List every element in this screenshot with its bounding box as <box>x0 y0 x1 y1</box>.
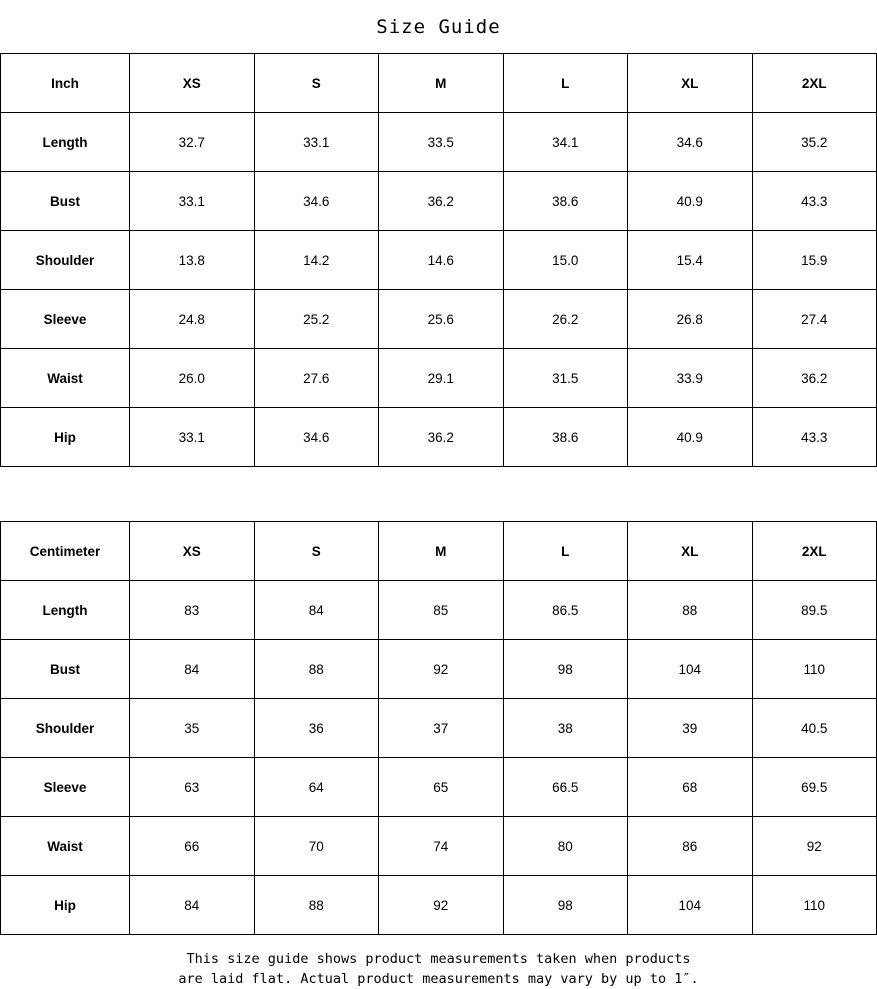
column-header-2xl: 2XL <box>752 54 877 113</box>
column-header-s: S <box>254 522 379 581</box>
column-header-l: L <box>503 54 628 113</box>
cell-value: 35.2 <box>752 113 877 172</box>
table-row <box>1 349 877 408</box>
cell-value: 26.8 <box>628 290 753 349</box>
cell-value: 98 <box>503 640 628 699</box>
cell-value: 33.1 <box>130 172 255 231</box>
cell-value: 86 <box>628 817 753 876</box>
cell-value: 29.1 <box>379 349 504 408</box>
cell-value: 74 <box>379 817 504 876</box>
cell-value: 38.6 <box>503 408 628 467</box>
footnote-line-1: This size guide shows product measurements taken when products <box>186 951 691 967</box>
cell-value: 69.5 <box>752 758 877 817</box>
cell-value: 33.9 <box>628 349 753 408</box>
cell-value: 80 <box>503 817 628 876</box>
column-header-xl: XL <box>628 54 753 113</box>
table-row <box>1 231 877 290</box>
cell-value: 25.6 <box>379 290 504 349</box>
row-label: Shoulder <box>1 699 130 758</box>
cell-value: 92 <box>379 640 504 699</box>
page-title: Size Guide <box>376 16 501 38</box>
row-label: Waist <box>1 349 130 408</box>
cell-value: 64 <box>254 758 379 817</box>
cell-value: 27.4 <box>752 290 877 349</box>
column-header-xs: XS <box>130 54 255 113</box>
cell-value: 66.5 <box>503 758 628 817</box>
cell-value: 33.5 <box>379 113 504 172</box>
cell-value: 31.5 <box>503 349 628 408</box>
row-label: Length <box>1 581 130 640</box>
cell-value: 33.1 <box>130 408 255 467</box>
cell-value: 92 <box>752 817 877 876</box>
table-row <box>1 408 877 467</box>
cell-value: 26.2 <box>503 290 628 349</box>
table-row <box>1 817 877 876</box>
table-header-row <box>1 54 877 113</box>
column-header-s: S <box>254 54 379 113</box>
column-header-xl: XL <box>628 522 753 581</box>
cell-value: 15.9 <box>752 231 877 290</box>
cell-value: 110 <box>752 640 877 699</box>
cell-value: 104 <box>628 876 753 935</box>
table-row <box>1 172 877 231</box>
cell-value: 14.6 <box>379 231 504 290</box>
cell-value: 38.6 <box>503 172 628 231</box>
cell-value: 89.5 <box>752 581 877 640</box>
cell-value: 33.1 <box>254 113 379 172</box>
cell-value: 32.7 <box>130 113 255 172</box>
unit-label-inch: Inch <box>1 54 130 113</box>
cell-value: 83 <box>130 581 255 640</box>
cell-value: 34.1 <box>503 113 628 172</box>
cell-value: 98 <box>503 876 628 935</box>
column-header-m: M <box>379 522 504 581</box>
cell-value: 26.0 <box>130 349 255 408</box>
cell-value: 25.2 <box>254 290 379 349</box>
cell-value: 40.9 <box>628 172 753 231</box>
cell-value: 88 <box>254 876 379 935</box>
row-label: Shoulder <box>1 231 130 290</box>
cell-value: 36.2 <box>379 408 504 467</box>
table-row <box>1 640 877 699</box>
row-label: Sleeve <box>1 758 130 817</box>
cell-value: 40.9 <box>628 408 753 467</box>
cell-value: 36.2 <box>379 172 504 231</box>
table-header-row <box>1 522 877 581</box>
row-label: Bust <box>1 640 130 699</box>
cell-value: 40.5 <box>752 699 877 758</box>
size-table-centimeter <box>0 521 877 935</box>
column-header-m: M <box>379 54 504 113</box>
cell-value: 110 <box>752 876 877 935</box>
cell-value: 43.3 <box>752 172 877 231</box>
cell-value: 15.4 <box>628 231 753 290</box>
table-row <box>1 699 877 758</box>
cell-value: 84 <box>254 581 379 640</box>
cell-value: 66 <box>130 817 255 876</box>
cell-value: 14.2 <box>254 231 379 290</box>
row-label: Sleeve <box>1 290 130 349</box>
cell-value: 39 <box>628 699 753 758</box>
cell-value: 68 <box>628 758 753 817</box>
cell-value: 70 <box>254 817 379 876</box>
cell-value: 43.3 <box>752 408 877 467</box>
column-header-2xl: 2XL <box>752 522 877 581</box>
cell-value: 24.8 <box>130 290 255 349</box>
table-row <box>1 758 877 817</box>
table-row <box>1 290 877 349</box>
cell-value: 27.6 <box>254 349 379 408</box>
cell-value: 38 <box>503 699 628 758</box>
column-header-xs: XS <box>130 522 255 581</box>
cell-value: 104 <box>628 640 753 699</box>
cell-value: 35 <box>130 699 255 758</box>
cell-value: 86.5 <box>503 581 628 640</box>
cell-value: 63 <box>130 758 255 817</box>
row-label: Hip <box>1 876 130 935</box>
cell-value: 88 <box>254 640 379 699</box>
table-row <box>1 113 877 172</box>
cell-value: 84 <box>130 640 255 699</box>
row-label: Length <box>1 113 130 172</box>
cell-value: 34.6 <box>254 408 379 467</box>
footnote <box>0 935 877 989</box>
cell-value: 92 <box>379 876 504 935</box>
column-header-l: L <box>503 522 628 581</box>
table-row <box>1 581 877 640</box>
row-label: Hip <box>1 408 130 467</box>
cell-value: 88 <box>628 581 753 640</box>
cell-value: 36.2 <box>752 349 877 408</box>
footnote-line-2: are laid flat. Actual product measurements may vary by up to 1″. <box>178 971 699 987</box>
row-label: Bust <box>1 172 130 231</box>
unit-label-centimeter: Centimeter <box>1 522 130 581</box>
cell-value: 36 <box>254 699 379 758</box>
cell-value: 37 <box>379 699 504 758</box>
cell-value: 84 <box>130 876 255 935</box>
cell-value: 65 <box>379 758 504 817</box>
size-table-inch <box>0 53 877 467</box>
row-label: Waist <box>1 817 130 876</box>
cell-value: 34.6 <box>628 113 753 172</box>
table-row <box>1 876 877 935</box>
cell-value: 34.6 <box>254 172 379 231</box>
cell-value: 13.8 <box>130 231 255 290</box>
cell-value: 85 <box>379 581 504 640</box>
cell-value: 15.0 <box>503 231 628 290</box>
table-separator <box>0 467 877 521</box>
